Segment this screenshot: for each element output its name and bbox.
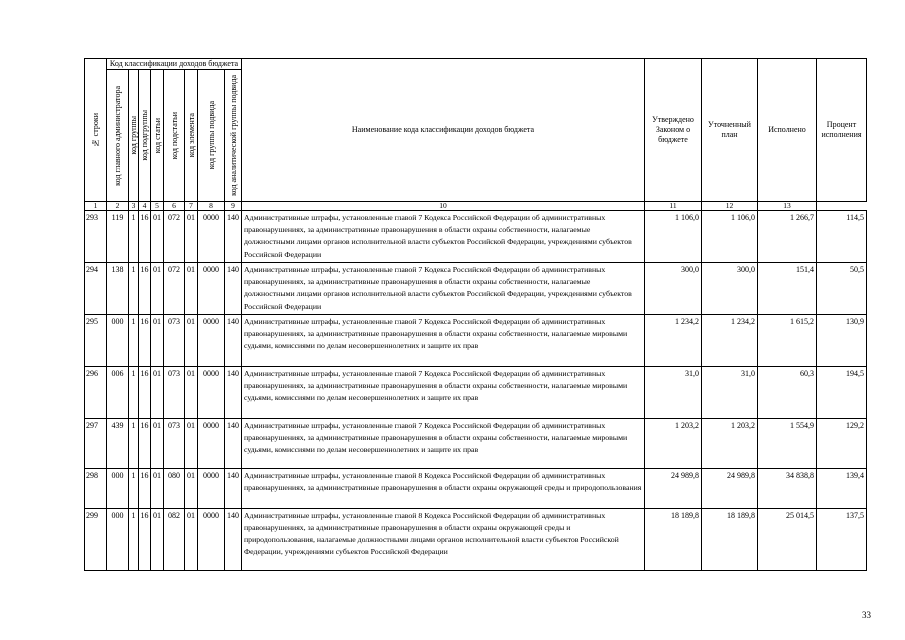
cell-name: Административные штрафы, установленные главой 7 Кодекса Российской Федерации об административных правонарушениях, за административные правонарушения в области охраны собственности, налагаемые мировыми судьями, комиссиями по делам несовершеннолетних и защите их прав [242,366,645,418]
page-number: 33 [862,610,871,620]
table-row [85,366,867,418]
cell-done: 25 014,5 [758,508,817,570]
cell-c5: 073 [164,314,185,366]
header-code-group [107,59,242,70]
column-number: 1 [85,202,107,211]
cell-name: Административные штрафы, установленные главой 7 Кодекса Российской Федерации об административных правонарушениях, за административные правонарушения в области охраны собственности, налагаемые мировыми судьями, комиссиями по делам несовершеннолетних и защите их прав [242,314,645,366]
cell-c8: 140 [225,508,242,570]
cell-c7: 0000 [198,263,225,315]
budget-income-table [84,58,867,571]
cell-c4: 01 [151,314,164,366]
table-row [85,508,867,570]
header-code-1 [107,70,129,202]
cell-no: 293 [85,211,107,263]
cell-name: Административные штрафы, установленные главой 7 Кодекса Российской Федерации об административных правонарушениях, за административные правонарушения в области охраны собственности, налагаемые мировыми судьями, комиссиями по делам несовершеннолетних и защите их прав [242,418,645,468]
header-code-5 [164,70,185,202]
cell-approved: 300,0 [645,263,702,315]
header-code-label: код подстатьи [169,111,179,160]
cell-c6: 01 [185,418,198,468]
cell-c4: 01 [151,468,164,508]
cell-c2: 1 [129,263,139,315]
cell-no: 296 [85,366,107,418]
cell-pct: 50,5 [817,263,867,315]
cell-name: Административные штрафы, установленные главой 7 Кодекса Российской Федерации об административных правонарушениях, за административные правонарушения в области охраны собственности, налагаемые должностными лицами органов исполнительной власти субъектов Российской Федерации, учреждениями субъектов Российской Федерации [242,263,645,315]
cell-c7: 0000 [198,211,225,263]
header-done [758,59,817,202]
cell-c5: 080 [164,468,185,508]
cell-done: 151,4 [758,263,817,315]
cell-c6: 01 [185,468,198,508]
cell-c7: 0000 [198,418,225,468]
cell-plan: 1 203,2 [702,418,758,468]
header-code-8 [225,70,242,202]
cell-c7: 0000 [198,314,225,366]
cell-c5: 073 [164,418,185,468]
column-number: 12 [702,202,758,211]
header-code-label: код статьи [152,117,162,154]
header-code-label: код группы подвида [206,101,216,170]
cell-c2: 1 [129,418,139,468]
cell-name: Административные штрафы, установленные главой 8 Кодекса Российской Федерации об административных правонарушениях, за административные правонарушения в области охраны окружающей среды и природопользования, налагаемые должностными лицами органов исполнительной власти субъектов Российской Федерации, учреждениями субъектов Российской Федерации [242,508,645,570]
header-name-label: Наименование кода классификации доходов бюджета [351,125,535,134]
cell-c4: 01 [151,508,164,570]
column-number: 9 [225,202,242,211]
cell-c4: 01 [151,366,164,418]
cell-approved: 31,0 [645,366,702,418]
cell-c2: 1 [129,366,139,418]
cell-plan: 1 106,0 [702,211,758,263]
column-number: 8 [198,202,225,211]
cell-c1: 006 [107,366,129,418]
column-number: 11 [645,202,702,211]
cell-done: 1 266,7 [758,211,817,263]
cell-plan: 31,0 [702,366,758,418]
header-code-label: код элемента [186,113,196,158]
cell-c8: 140 [225,468,242,508]
column-number: 10 [242,202,645,211]
cell-c7: 0000 [198,366,225,418]
column-number: 3 [129,202,139,211]
cell-c3: 16 [139,263,151,315]
header-code-label: код подгруппы [140,110,149,161]
cell-c3: 16 [139,418,151,468]
cell-approved: 18 189,8 [645,508,702,570]
header-code-label: код группы [129,116,138,155]
cell-c3: 16 [139,468,151,508]
cell-done: 1 615,2 [758,314,817,366]
table-row [85,468,867,508]
table-row [85,418,867,468]
cell-no: 295 [85,314,107,366]
header-row-no-label: № строки [91,112,100,148]
header-code-2 [129,70,139,202]
cell-pct: 194,5 [817,366,867,418]
cell-c2: 1 [129,468,139,508]
column-number-row [85,202,867,211]
cell-c6: 01 [185,263,198,315]
column-number: 2 [107,202,129,211]
cell-c3: 16 [139,211,151,263]
cell-c1: 439 [107,418,129,468]
cell-c8: 140 [225,418,242,468]
cell-c1: 000 [107,314,129,366]
cell-done: 1 554,9 [758,418,817,468]
cell-c5: 082 [164,508,185,570]
header-code-group-label: Код классификации доходов бюджета [109,59,239,68]
table-row [85,211,867,263]
cell-c2: 1 [129,314,139,366]
header-plan-label: Уточненный план [708,120,751,139]
header-row-top [85,59,867,70]
cell-c4: 01 [151,211,164,263]
cell-c3: 16 [139,366,151,418]
cell-c5: 072 [164,263,185,315]
cell-approved: 1 106,0 [645,211,702,263]
cell-name: Административные штрафы, установленные главой 7 Кодекса Российской Федерации об административных правонарушениях, за административные правонарушения в области охраны собственности, налагаемые должностными лицами органов исполнительной власти субъектов Российской Федерации, учреждениями субъектов Российской Федерации [242,211,645,263]
header-done-label: Исполнено [768,125,806,134]
cell-approved: 24 989,8 [645,468,702,508]
cell-approved: 1 203,2 [645,418,702,468]
cell-pct: 114,5 [817,211,867,263]
cell-c4: 01 [151,418,164,468]
table-row [85,314,867,366]
cell-pct: 129,2 [817,418,867,468]
cell-plan: 24 989,8 [702,468,758,508]
cell-done: 34 838,8 [758,468,817,508]
column-number: 13 [758,202,817,211]
cell-c8: 140 [225,263,242,315]
header-name [242,59,645,202]
column-number: 7 [185,202,198,211]
cell-c1: 000 [107,508,129,570]
budget-table-sheet [84,58,867,571]
cell-plan: 1 234,2 [702,314,758,366]
header-code-7 [198,70,225,202]
cell-c5: 072 [164,211,185,263]
cell-c8: 140 [225,366,242,418]
header-percent-label: Процент исполнения [821,120,862,139]
cell-c2: 1 [129,211,139,263]
cell-approved: 1 234,2 [645,314,702,366]
cell-done: 60,3 [758,366,817,418]
cell-c2: 1 [129,508,139,570]
cell-pct: 139,4 [817,468,867,508]
header-row-no [85,59,107,202]
cell-c6: 01 [185,314,198,366]
cell-c3: 16 [139,314,151,366]
column-number: 5 [151,202,164,211]
cell-no: 294 [85,263,107,315]
cell-no: 297 [85,418,107,468]
header-percent [817,59,867,202]
cell-c1: 119 [107,211,129,263]
header-approved [645,59,702,202]
cell-c7: 0000 [198,508,225,570]
cell-c8: 140 [225,314,242,366]
cell-plan: 300,0 [702,263,758,315]
cell-no: 298 [85,468,107,508]
cell-c1: 138 [107,263,129,315]
cell-name: Административные штрафы, установленные главой 8 Кодекса Российской Федерации об административных правонарушениях, за административные правонарушения в области охраны окружающей среды и природопользования [242,468,645,508]
header-code-label: код аналитической группы подвида [228,75,238,196]
column-number: 6 [164,202,185,211]
header-code-3 [139,70,151,202]
header-code-label: код главного администратора [113,85,122,186]
cell-pct: 130,9 [817,314,867,366]
cell-c6: 01 [185,211,198,263]
cell-c6: 01 [185,366,198,418]
cell-c5: 073 [164,366,185,418]
cell-c6: 01 [185,508,198,570]
header-code-4 [151,70,164,202]
header-approved-label: Утверждено Законом о бюджете [652,115,694,144]
cell-c3: 16 [139,508,151,570]
column-number: 4 [139,202,151,211]
cell-c4: 01 [151,263,164,315]
cell-plan: 18 189,8 [702,508,758,570]
cell-no: 299 [85,508,107,570]
table-row [85,263,867,315]
header-code-6 [185,70,198,202]
cell-c7: 0000 [198,468,225,508]
cell-pct: 137,5 [817,508,867,570]
header-plan [702,59,758,202]
cell-c1: 000 [107,468,129,508]
cell-c8: 140 [225,211,242,263]
